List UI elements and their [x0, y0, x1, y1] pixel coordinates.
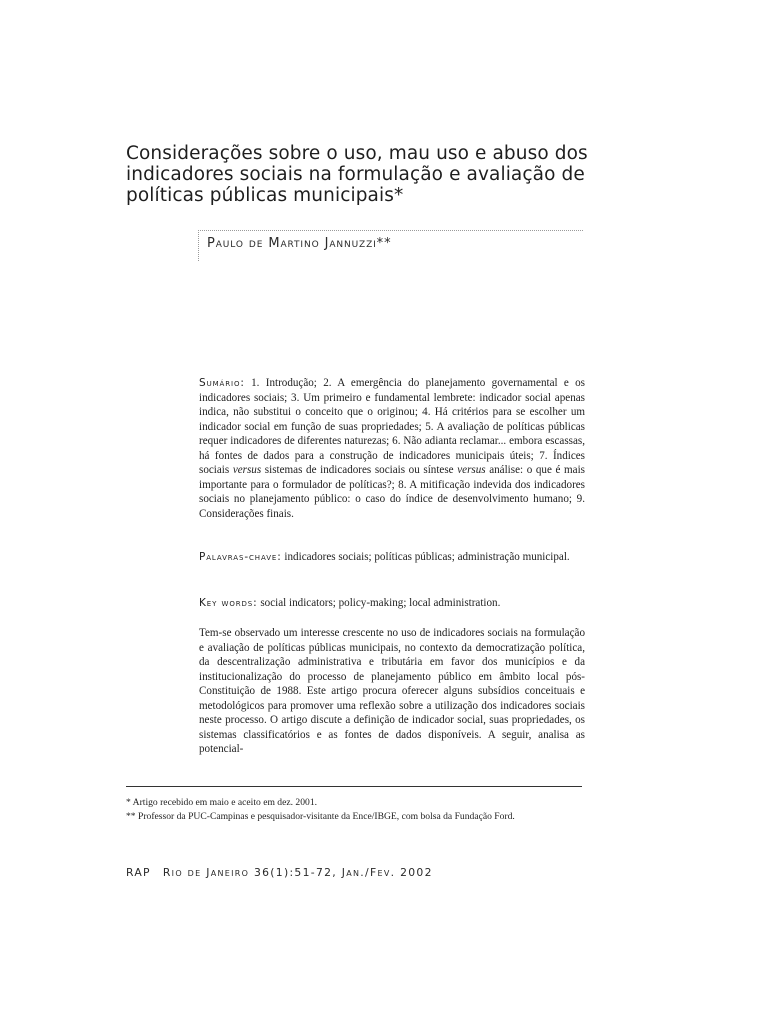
author-name: Paulo de Martino Jannuzzi** — [207, 236, 392, 251]
footnotes — [126, 796, 584, 824]
running-footer — [126, 866, 433, 879]
summary-text-part-3: análise: o que é mais importante para o formulador de políticas?; 8. A mitificação indevida dos indicadores sociais no planejamento público: o caso do índice de desenvolvimento humano; 9. Considerações finais. — [199, 464, 585, 520]
journal-citation: Rio de Janeiro 36(1):51-72, Jan./Fev. 2002 — [162, 866, 433, 879]
keywords-en-text: social indicators; policy-making; local administration. — [257, 597, 501, 609]
abstract-paragraph: Tem-se observado um interesse crescente no uso de indicadores sociais na formulação e avaliação de políticas públicas municipais, no contexto da democratização política, da descentralização administrativa e tributária em favor dos municípios e da institucionalização do processo de planejamento público em âmbito local pós-Constituição de 1988. Este artigo procura oferecer alguns subsídios conceituais e metodológicos para promover uma reflexão sobre a utilização dos indicadores sociais neste processo. O artigo discute a definição de indicador social, suas propriedades, os sistemas classificatórios e as fontes de dados disponíveis. A seguir, analisa as potencial- — [199, 627, 585, 755]
journal-abbreviation: RAP — [126, 866, 151, 879]
summary-section — [199, 376, 585, 521]
footnote-divider — [126, 786, 582, 787]
footnote-author: ** Professor da PUC-Campinas e pesquisador-visitante da Ence/IBGE, com bolsa da Fundação Ford. — [126, 811, 515, 822]
keywords-pt-text: indicadores sociais; políticas públicas; administração municipal. — [281, 551, 570, 563]
summary-text-part-2: sistemas de indicadores sociais ou síntese — [261, 464, 458, 476]
author-frame — [198, 230, 583, 261]
keywords-portuguese — [199, 550, 585, 565]
summary-versus-1: versus — [232, 464, 262, 476]
summary-text-part-1: 1. Introdução; 2. A emergência do planejamento governamental e os indicadores sociais; 3. Um primeiro e fundamental lembrete: indicador social apenas indica, não substitui o conceito que o originou; 4. Há critérios para se escolher um indicador social em função de suas propriedades; 5. A avaliação de políticas públicas requer indicadores de diferentes naturezas; 6. Não adianta reclamar... embora escassas, há fontes de dados para a construção de indicadores municipais úteis; 7. Índices sociais — [199, 377, 585, 476]
keywords-english — [199, 596, 585, 611]
footnote-received: * Artigo recebido em maio e aceito em dez. 2001. — [126, 797, 318, 808]
keywords-pt-label: Palavras-chave: — [199, 551, 282, 563]
summary-versus-2: versus — [457, 464, 486, 476]
article-title: Considerações sobre o uso, mau uso e abuso dos indicadores sociais na formulação e avaliação de políticas públicas municipais* — [126, 143, 588, 206]
keywords-en-label: Key words: — [199, 597, 258, 609]
summary-label: Sumário: — [199, 377, 245, 389]
